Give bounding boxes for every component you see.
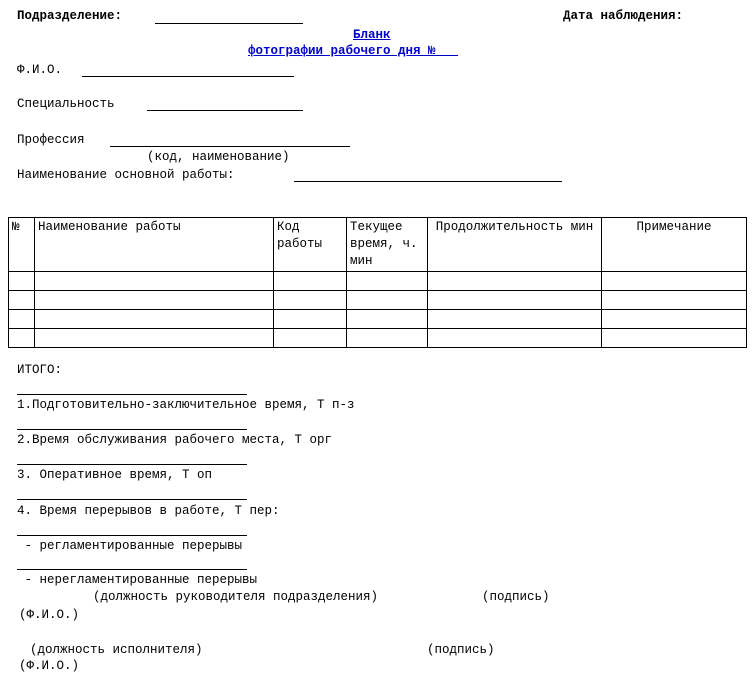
totals-title: ИТОГО: — [17, 363, 63, 377]
date-label: Дата наблюдения: — [563, 9, 684, 23]
division-label: Подразделение: — [17, 9, 123, 23]
form-number-blank: ___ — [435, 44, 459, 58]
table-row — [9, 272, 747, 291]
specialty-label: Специальность — [17, 97, 115, 111]
form-title: Бланк — [353, 28, 391, 42]
head-signature-caption: (подпись) — [482, 590, 550, 604]
totals-line-2[interactable] — [17, 429, 247, 430]
totals-item-regulated-breaks: - регламентированные перерывы — [17, 539, 243, 553]
col-duration-header: Продолжительность мин — [428, 218, 602, 272]
col-time-header: Текущее время, ч. мин — [347, 218, 428, 272]
table-cell[interactable] — [602, 291, 747, 310]
table-cell[interactable] — [347, 329, 428, 348]
table-row — [9, 329, 747, 348]
totals-item-operative: 3. Оперативное время, Т оп — [17, 468, 213, 482]
totals-item-unregulated-breaks: - нерегламентированные перерывы — [17, 573, 258, 587]
totals-line-4[interactable] — [17, 499, 247, 500]
table-cell[interactable] — [347, 310, 428, 329]
table-cell[interactable] — [428, 310, 602, 329]
profession-hint: (код, наименование) — [147, 150, 290, 164]
executor-fio-caption: (Ф.И.О.) — [19, 659, 80, 673]
table-cell[interactable] — [9, 329, 35, 348]
division-field-line[interactable] — [155, 23, 303, 24]
col-work-name-header: Наименование работы — [35, 218, 274, 272]
table-cell[interactable] — [274, 272, 347, 291]
table-header-row — [9, 218, 747, 272]
table-cell[interactable] — [274, 329, 347, 348]
table-cell[interactable] — [274, 291, 347, 310]
table-cell[interactable] — [602, 329, 747, 348]
table-cell[interactable] — [602, 272, 747, 291]
main-work-field-line[interactable] — [294, 181, 562, 182]
totals-item-service: 2.Время обслуживания рабочего места, Т орг — [17, 433, 333, 447]
table-row — [9, 310, 747, 329]
fio-field-line[interactable] — [82, 76, 294, 77]
table-cell[interactable] — [35, 310, 274, 329]
table-cell[interactable] — [9, 310, 35, 329]
table-cell[interactable] — [347, 272, 428, 291]
table-cell[interactable] — [35, 329, 274, 348]
table-cell[interactable] — [428, 291, 602, 310]
table-cell[interactable] — [35, 272, 274, 291]
totals-item-prep-final: 1.Подготовительно-заключительное время, Т п-з — [17, 398, 355, 412]
table-row — [9, 291, 747, 310]
form-subtitle — [248, 43, 458, 59]
table-cell[interactable] — [602, 310, 747, 329]
totals-item-breaks: 4. Время перерывов в работе, Т пер: — [17, 504, 280, 518]
table-cell[interactable] — [9, 272, 35, 291]
table-cell[interactable] — [35, 291, 274, 310]
col-note-header: Примечание — [602, 218, 747, 272]
head-fio-caption: (Ф.И.О.) — [19, 608, 80, 622]
table-cell[interactable] — [428, 272, 602, 291]
work-table — [8, 217, 747, 348]
totals-line-6[interactable] — [17, 569, 247, 570]
col-number-header: № — [9, 218, 35, 272]
form-subtitle-text: фотографии рабочего дня № — [248, 44, 436, 58]
table-cell[interactable] — [9, 291, 35, 310]
table-cell[interactable] — [347, 291, 428, 310]
totals-line-3[interactable] — [17, 464, 247, 465]
executor-position-caption: (должность исполнителя) — [30, 643, 203, 657]
main-work-label: Наименование основной работы: — [17, 168, 235, 182]
profession-label: Профессия — [17, 133, 85, 147]
executor-signature-caption: (подпись) — [427, 643, 495, 657]
profession-field-line[interactable] — [110, 146, 350, 147]
fio-label: Ф.И.О. — [17, 63, 63, 77]
specialty-field-line[interactable] — [147, 110, 303, 111]
table-cell[interactable] — [428, 329, 602, 348]
table-cell[interactable] — [274, 310, 347, 329]
totals-line-5[interactable] — [17, 535, 247, 536]
head-position-caption: (должность руководителя подразделения) — [93, 590, 379, 604]
col-code-header: Код работы — [274, 218, 347, 272]
totals-line-1[interactable] — [17, 394, 247, 395]
